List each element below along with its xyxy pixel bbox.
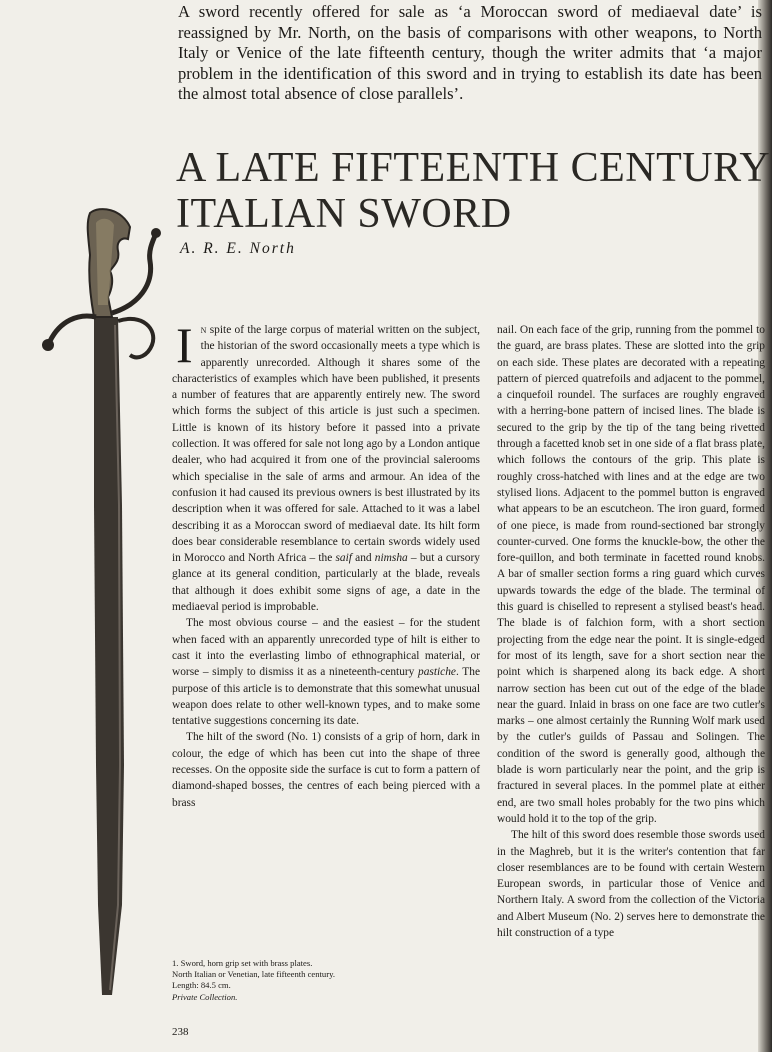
drop-cap: I	[176, 317, 193, 373]
text-column-1	[172, 317, 480, 811]
paragraph: The hilt of the sword (No. 1) consists of a grip of horn, dark in colour, the edge of which has been cut into the shape of three recesses. On the opposite side the surface is cut to form a pattern of diamond-shaped bosses, the centres of each being pierced with a brass	[172, 731, 480, 809]
sword-illustration	[38, 205, 166, 1020]
fore-quillon	[50, 316, 96, 341]
intro-standfirst: A sword recently offered for sale as ‘a Moroccan sword of mediaeval date’ is reassigned by Mr. North, on the basis of comparisons with other weapons, to North Italy or Venice of the late fifteenth century, though the writer admits that ‘a major problem in the identification of this sword and in trying to establish its date has been the almost total absence of close parallels’.	[178, 2, 762, 104]
paragraph: The hilt of this sword does resemble those swords used in the Maghreb, but it is the writer's contention that far closer resemblances are to be found with certain Western European swords, in particular those of Venice and Northern Italy. A sword from the collection of the Victoria and Albert Museum (No. 2) serves here to demonstrate the hilt construction of a type	[497, 829, 765, 939]
paragraph: In spite of the large corpus of material written on the subject, the historian of the sword occasionally meets a type which is apparently unrecorded. Although it shares some of the characteristics of examples which have been published, it presents a number of features that are apparently entirely new. The sword which forms the subject of this article is just such a specimen. Little is known of its history before it passed into a private collection. It was offered for sale not long ago by a London antique dealer, who had acquired it from one of the provincial salerooms which specialise in the sale of arms and armour. An idea of the confusion it had caused its previous owners is best illustrated by its description when it was offered for sale. Attached to it was a label describing it as a Moroccan sword of mediaeval date. Its hilt form does bear considerable resemblance to certain swords widely used in Morocco and North Africa – the saif and nimsha – but a cursory glance at its general condition, particularly at the blade, reveals that although it does exhibit some signs of age, a date in the mediaeval period is improbable.	[172, 317, 480, 614]
figure-caption: 1. Sword, horn grip set with brass plates. North Italian or Venetian, late fifteenth century. Length: 84.5 cm. Private Collection.	[172, 958, 335, 1002]
paragraph: nail. On each face of the grip, running from the pommel to the guard, are brass plates. These are slotted into the grip on each side. These plates are decorated with a repeating pattern of pierced quatrefoils and adjacent to the pommel, a cinquefoil roundel. The surfaces are roughly engraved with a herring-bone pattern of incised lines. The blade is secured to the grip by the tip of the tang being rivetted through a facetted knob set in one side of a flat brass plate, which follows the contours of the grip. This plate is roughly cross-hatched with lines and at the edge are two stylised lions. Adjacent to the pommel button is engraved what appears to be an escutcheon. The iron guard, formed of one piece, is made from round-sectioned bar strongly counter-curved. One forms the knuckle-bow, the other the fore-quillon, and both terminate in facetted round knobs. A bar of smaller section forms a ring guard which curves upwards towards the edge of the blade. The terminal of this guard is chiselled to represent a stylised beast's head. The blade is of falchion form, with a short section projecting from the edge near the point. It is single-edged for most of its length, save for a short section near the point which is sharpened along its back edge. A short narrow section has been cut out of the edge of the blade near the guard. Inlaid in brass on one face are two cutler's marks – one almost certainly the Running Wolf mark used by the cutler's guilds of Passau and Solingen. The condition of the sword is generally good, although the blade is worn particularly near the point, and the grip is fractured in several places. In the pommel plate at either end, are two small holes probably for the two pins which would hold it to the top of the grip.	[497, 324, 765, 825]
text-column-2	[497, 322, 765, 941]
page-number: 238	[172, 1026, 189, 1038]
title-line-1: A LATE FIFTEENTH CENTURY	[176, 145, 771, 191]
ring-guard	[118, 319, 153, 358]
article-title	[176, 145, 770, 237]
paragraph: The most obvious course – and the easiest – for the student when faced with an apparently unrecorded type of hilt is either to cast it into the everlasting limbo of ethnographical material, or worse – simply to dismiss it as a nineteenth-century pastiche. The purpose of this article is to demonstrate that this somewhat unusual weapon does relate to other well-known types, and to make some tentative suggestions concerning its date.	[172, 617, 480, 728]
author-byline: A. R. E. North	[180, 240, 296, 257]
knuckle-bow-knob	[151, 228, 161, 238]
fore-quillon-knob	[42, 339, 54, 351]
title-line-2: ITALIAN SWORD	[176, 191, 512, 237]
